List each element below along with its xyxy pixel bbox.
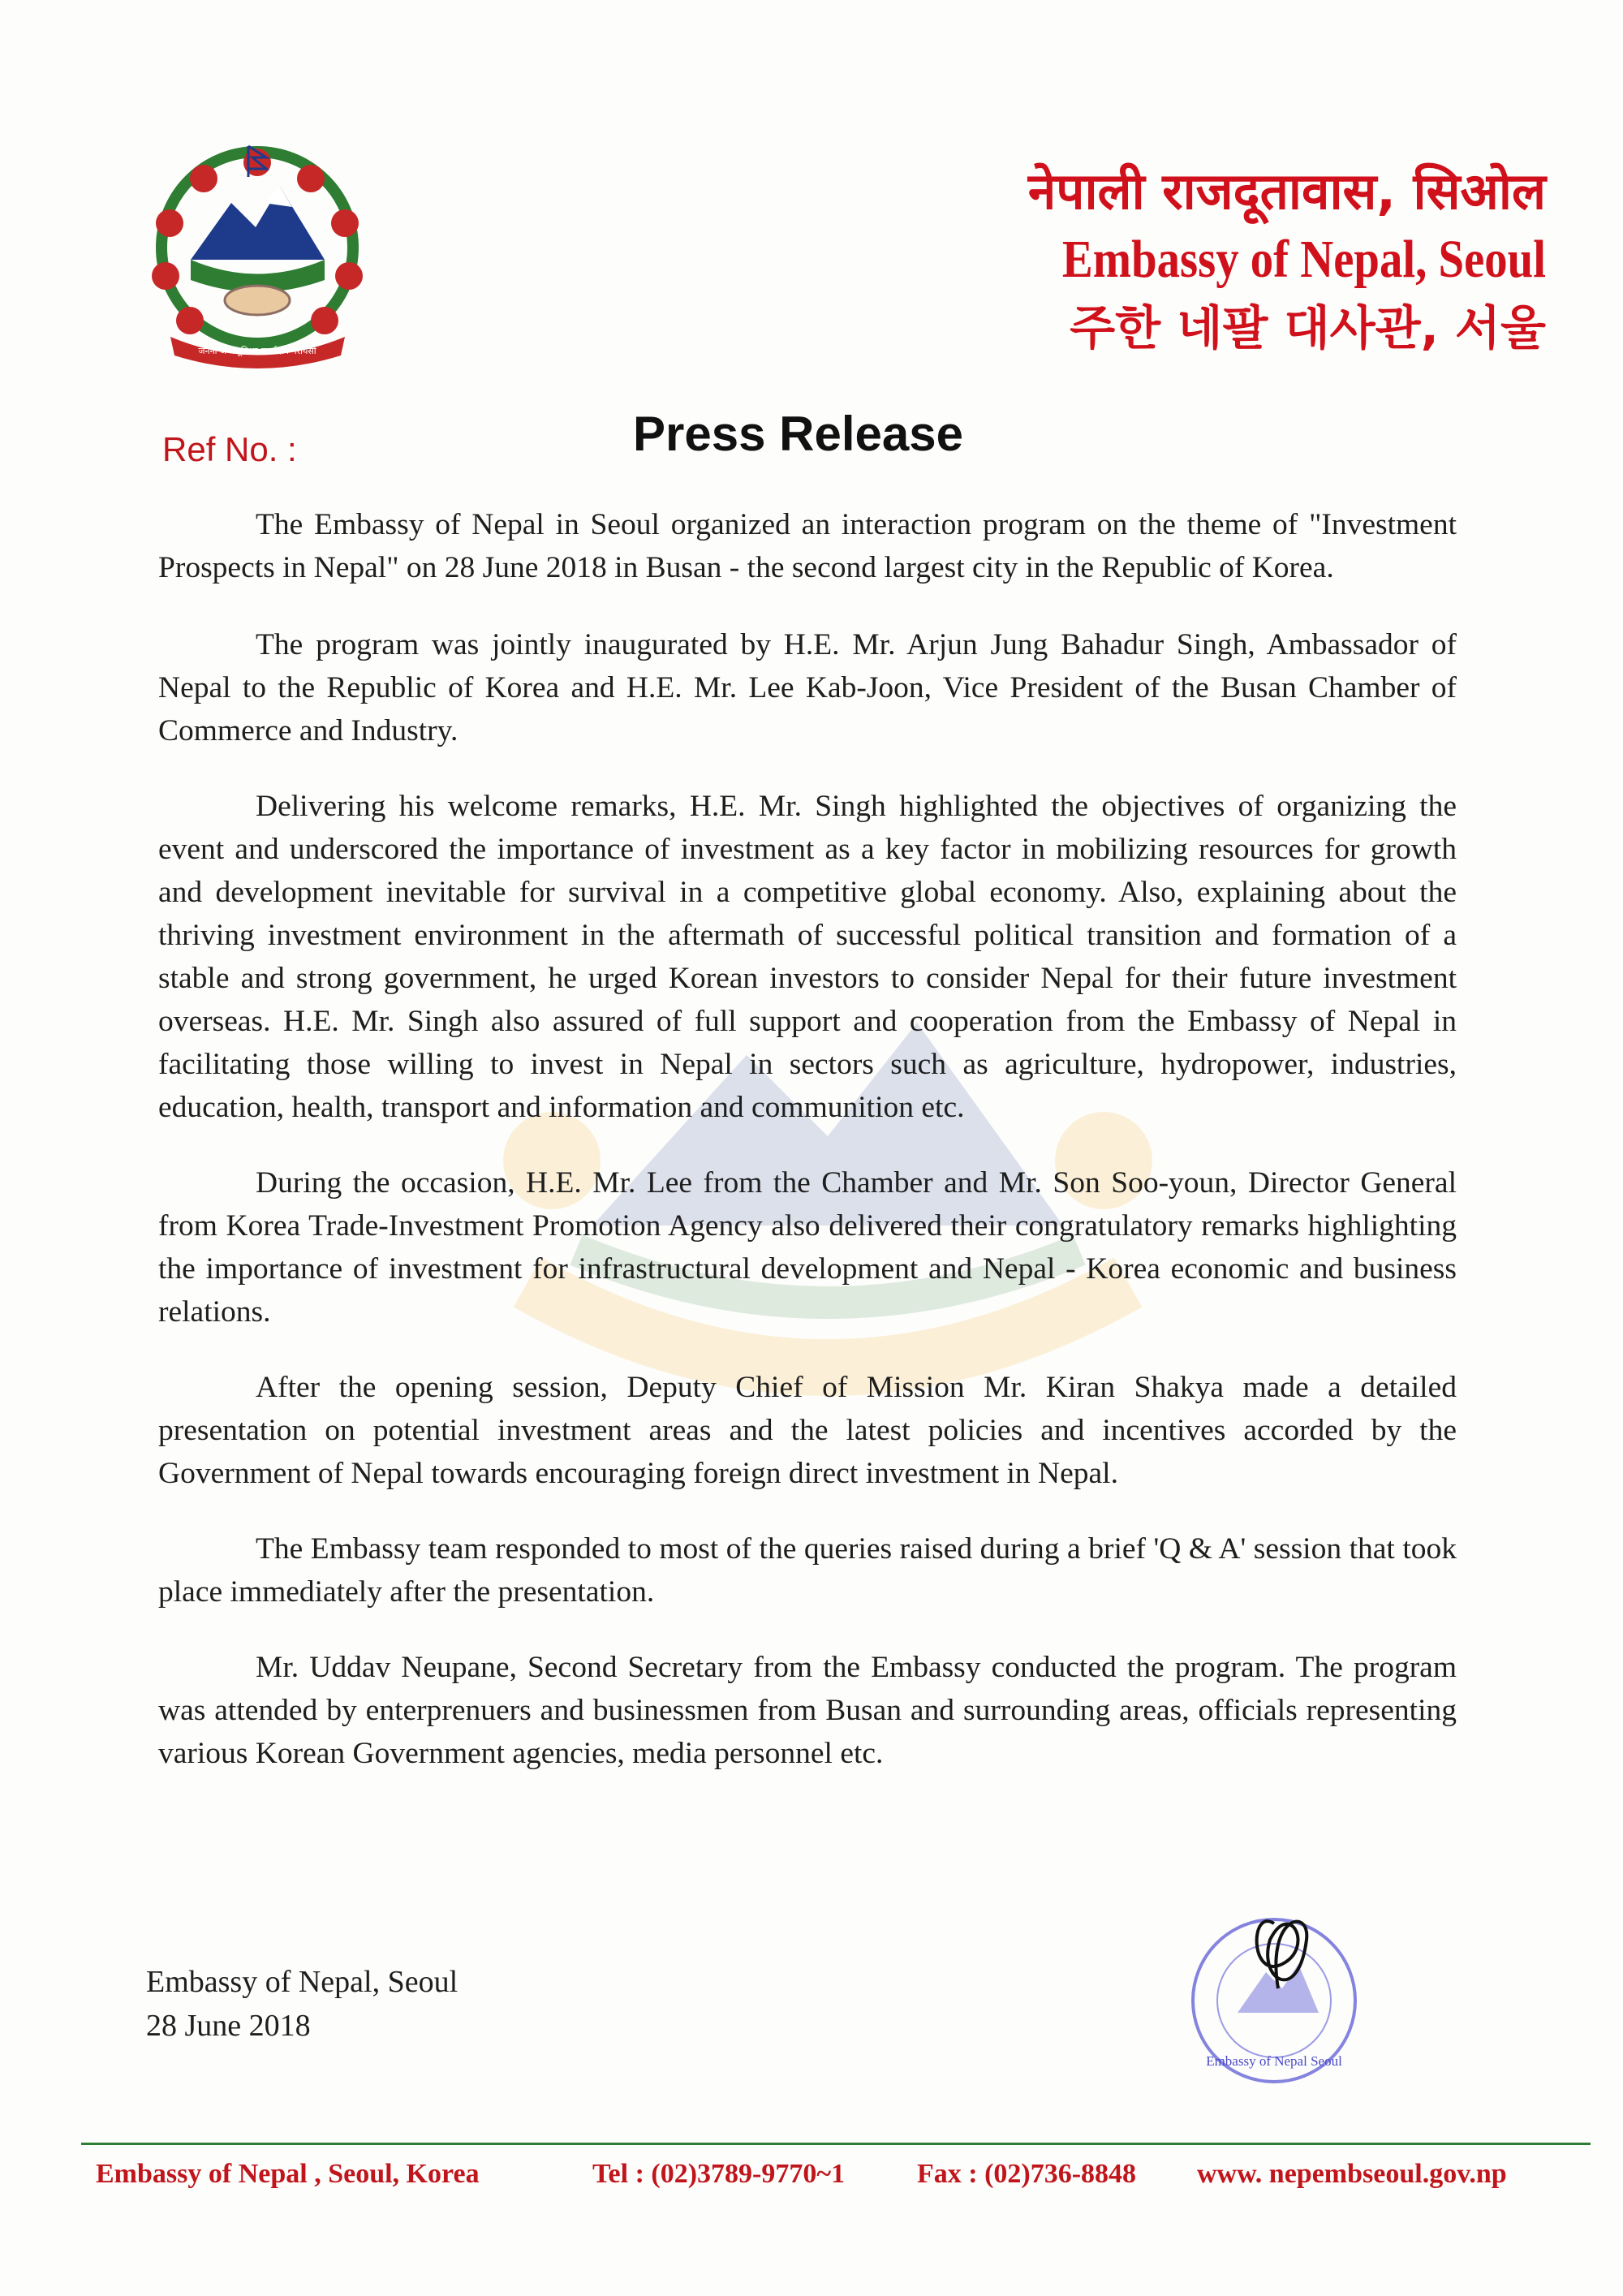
official-stamp-with-signature <box>1169 1891 1380 2094</box>
footer-embassy-name: Embassy of Nepal , Seoul, Korea <box>96 2159 480 2189</box>
embassy-name-nepali: नेपाली राजदूतावास, सिओल <box>1027 162 1546 221</box>
stamp-text: Embassy of Nepal Seoul <box>1206 2053 1342 2069</box>
signoff-organization: Embassy of Nepal, Seoul <box>146 1965 458 1999</box>
emblem-motto: जननी जन्मभूमिश्च स्वर्गादपि गरीयसी <box>198 346 316 356</box>
ref-number-label: Ref No. : <box>162 430 297 468</box>
body-paragraph: The program was jointly inaugurated by H.E. Mr. Arjun Jung Bahadur Singh, Ambassador of Nepal to the Republic of Korea and H.E. Mr. Lee Kab-Joon, Vice President of the Busan Chamber of Commerce and Industry. <box>158 628 1457 747</box>
body-paragraph: The Embassy team responded to most of the queries raised during a brief 'Q & A' session that took place immediately after the presentation. <box>158 1532 1457 1609</box>
body-paragraph: After the opening session, Deputy Chief of Mission Mr. Kiran Shakya made a detailed presentation on potential investment areas and the latest policies and incentives accorded by the Government of Nepal towards encouraging foreign direct investment in Nepal. <box>158 1371 1457 1490</box>
body-paragraph: The Embassy of Nepal in Seoul organized an interaction program on the theme of "Investment Prospects in Nepal" on 28 June 2018 in Busan - the second largest city in the Republic of Korea. <box>158 508 1457 584</box>
body-paragraph: Mr. Uddav Neupane, Second Secretary from the Embassy conducted the program. The program was attended by enterprenuers and businessmen from Busan and surrounding areas, officials representing various Korean Government agencies, media personnel etc. <box>158 1651 1457 1770</box>
footer-fax: Fax : (02)736-8848 <box>917 2159 1137 2189</box>
embassy-name-korean: 주한 네팔 대사관, 서울 <box>1070 300 1546 355</box>
press-release-body <box>158 503 1457 1807</box>
signoff-block <box>146 1960 458 2048</box>
document-title: Press Release <box>633 407 963 461</box>
footer-website-link[interactable]: www. nepembseoul.gov.np <box>1197 2159 1507 2189</box>
footer-telephone: Tel : (02)3789-9770~1 <box>592 2159 846 2189</box>
embassy-name-english: Embassy of Nepal, Seoul <box>1061 230 1546 289</box>
nepal-emblem-logo <box>142 138 373 373</box>
signoff-date: 28 June 2018 <box>146 2009 311 2043</box>
body-paragraph: During the occasion, H.E. Mr. Lee from the Chamber and Mr. Son Soo-youn, Director General from Korea Trade-Investment Promotion Agency also delivered their congratulatory remarks highlighting the importance of investment for infrastructural development and Nepal - Korea economic and business relations. <box>158 1166 1457 1329</box>
letterhead <box>816 158 1546 361</box>
body-paragraph: Delivering his welcome remarks, H.E. Mr. Singh highlighted the objectives of organizing the event and underscored the importance of investment as a key factor in mobilizing resources for growth and development inevitable for survival in a competitive global economy. Also, explaining about the thriving investment environment in the aftermath of successful political transition and formation of a stable and strong government, he urged Korean investors to consider Nepal for their future investment overseas. H.E. Mr. Singh also assured of full support and cooperation from the Embassy of Nepal in facilitating those willing to invest in Nepal in sectors such as agriculture, hydropower, industries, education, health, transport and information and communition etc. <box>158 790 1457 1124</box>
footer-divider <box>81 2143 1591 2145</box>
